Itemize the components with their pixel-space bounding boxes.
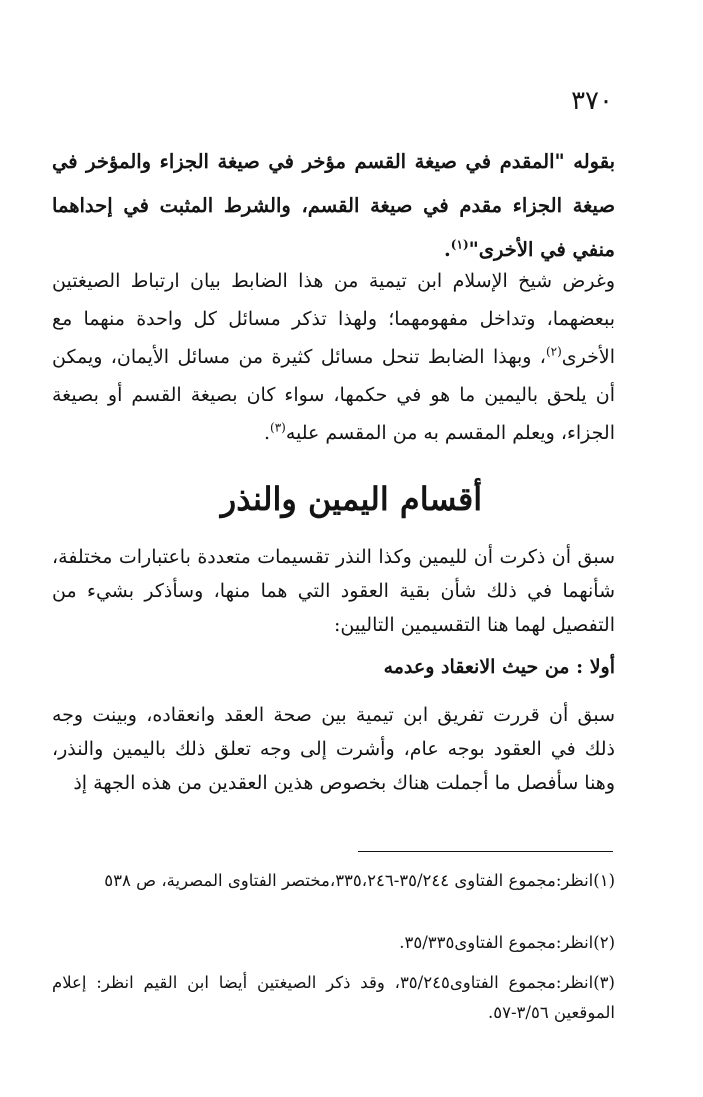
- explanation-part-1: وغرض شيخ الإسلام ابن تيمية من هذا الضابط بيان ارتباط الصيغتين ببعضهما، وتداخل مفهومهما؛ ولهذا تذكر مسائل كل واحدة منهما مع الأخرى: [52, 270, 615, 368]
- subsection-heading: أولا : من حيث الانعقاد وعدمه: [383, 656, 615, 678]
- footnote-3: (٣)انظر:مجموع الفتاوى٣٥/٢٤٥، وقد ذكر الصيغتين أيضا ابن القيم انظر: إعلام الموقعين ٣/٥٦-٥٧.: [52, 973, 615, 1022]
- section-heading: أقسام اليمين والنذر: [220, 480, 483, 518]
- footnote-ref-1: (١): [450, 237, 469, 252]
- explanation-part-2: ، وبهذا الضابط تنحل مسائل كثيرة من مسائل الأيمان، ويمكن أن يلحق باليمين ما هو في حكمها، سواء كان بصيغة القسم أو بصيغة الجزاء، ويعلم المقسم به من المقسم عليه: [52, 346, 615, 444]
- footnote-2: (٢)انظر:مجموع الفتاوى٣٥/٣٣٥.: [399, 933, 615, 952]
- footnote-1: (١)انظر:مجموع الفتاوى ٣٥/٢٤٤-٣٣٥،٢٤٦،مختصر الفتاوى المصرية، ص ٥٣٨: [104, 871, 615, 890]
- quote-end: .: [444, 238, 451, 261]
- quote-text: بقوله "المقدم في صيغة القسم مؤخر في صيغة الجزاء والمؤخر في صيغة الجزاء مقدم في صيغة القسم، والشرط المثبت في إحداهما منفي في الأخرى": [52, 150, 615, 261]
- footnote-ref-2: (٢): [545, 344, 562, 359]
- intro-paragraph: سبق أن ذكرت أن لليمين وكذا النذر تقسيمات متعددة باعتبارات مختلفة، شأنهما في ذلك شأن بقية العقود التي هما منها، وسأذكر بشيء من التفصيل لهما هنا التقسيمين التاليين:: [52, 546, 615, 636]
- explanation-end: .: [263, 422, 271, 444]
- footnote-ref-3: (٣): [270, 420, 286, 435]
- quote-paragraph: [52, 140, 615, 272]
- body-paragraph: سبق أن قررت تفريق ابن تيمية بين صحة العقد وانعقاده، وبينت وجه ذلك في العقود بوجه عام، وأشرت إلى وجه تعلق ذلك باليمين والنذر، وهنا سأفصل ما أجملت هناك بخصوص هذين العقدين من هذه الجهة إذ: [52, 704, 615, 794]
- explanation-paragraph: [52, 262, 615, 452]
- page-number: ٣٧٠: [571, 86, 613, 116]
- footnote-separator: [358, 851, 613, 852]
